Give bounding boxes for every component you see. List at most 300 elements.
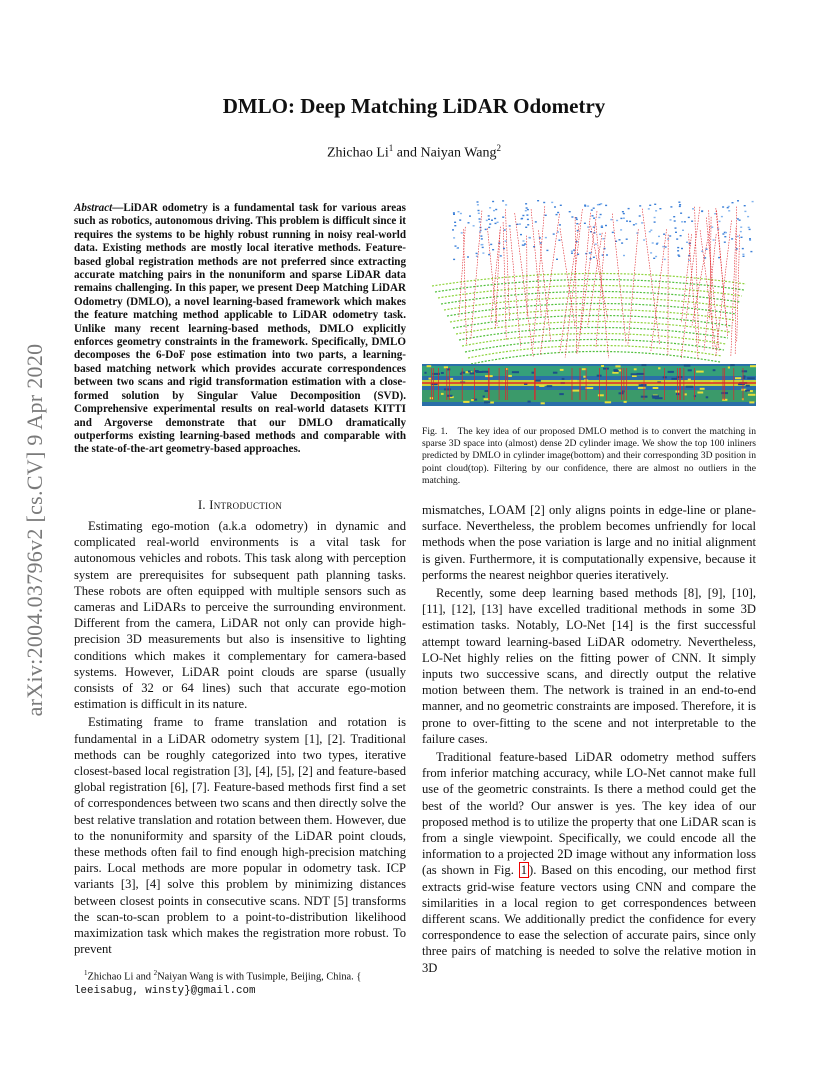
cloud-point-blue xyxy=(504,229,506,230)
cloud-point-blue xyxy=(649,205,651,206)
cylinder-pixel xyxy=(745,390,750,392)
cloud-point-blue xyxy=(557,231,559,232)
cylinder-pixel xyxy=(547,385,553,387)
cloud-point-blue xyxy=(722,206,724,207)
author-conjunction: and xyxy=(393,145,421,161)
cloud-point-blue xyxy=(602,238,604,239)
cloud-point-blue xyxy=(639,205,641,206)
cloud-point-blue xyxy=(524,243,526,244)
cylinder-pixel xyxy=(427,365,432,367)
cylinder-pixel xyxy=(748,394,756,396)
cloud-point-blue xyxy=(560,205,562,206)
cylinder-pixel xyxy=(447,368,450,370)
cylinder-pixel xyxy=(450,378,453,380)
cloud-point-blue xyxy=(600,214,602,215)
cloud-point-blue xyxy=(718,257,720,258)
cloud-point-blue xyxy=(706,249,708,250)
cloud-point-blue xyxy=(537,200,539,201)
cloud-point-blue xyxy=(557,212,559,213)
cloud-point-blue xyxy=(480,235,482,236)
cloud-point-blue xyxy=(527,224,529,225)
cylinder-pixel xyxy=(622,390,625,392)
cloud-point-blue xyxy=(482,252,484,253)
cloud-point-blue xyxy=(577,254,579,255)
cloud-point-blue xyxy=(467,256,469,257)
right-paragraph-3 xyxy=(422,749,756,976)
body-right-column xyxy=(422,502,756,976)
cloud-point-blue xyxy=(747,216,749,217)
cloud-point-blue xyxy=(492,201,494,202)
cloud-point-blue xyxy=(713,239,715,240)
cloud-point-blue xyxy=(610,219,612,220)
cloud-point-blue xyxy=(473,225,475,226)
cloud-point-blue xyxy=(529,237,531,238)
cloud-point-blue xyxy=(652,242,654,243)
cloud-point-blue xyxy=(635,223,637,224)
cloud-point-blue xyxy=(692,208,694,209)
cloud-point-blue xyxy=(743,256,745,257)
cloud-point-blue xyxy=(737,218,739,219)
cylinder-pixel xyxy=(735,377,741,379)
cloud-point-blue xyxy=(593,208,595,209)
cloud-point-blue xyxy=(749,229,751,230)
cloud-point-blue xyxy=(489,207,491,208)
cloud-point-blue xyxy=(681,221,683,222)
cylinder-pixel xyxy=(532,372,535,374)
cloud-point-blue xyxy=(654,204,656,205)
cloud-point-blue xyxy=(748,227,750,228)
cylinder-pixel xyxy=(562,378,565,380)
section-heading-introduction xyxy=(74,498,406,513)
cloud-point-blue xyxy=(576,219,578,220)
cloud-point-blue xyxy=(623,218,625,219)
author-2-affiliation: 2 xyxy=(496,143,501,153)
cloud-point-blue xyxy=(543,202,545,203)
cloud-point-blue xyxy=(469,215,471,216)
affiliation-footnote xyxy=(74,966,406,998)
cloud-point-blue xyxy=(495,223,497,224)
cylinder-pixel xyxy=(746,385,750,387)
cloud-point-blue xyxy=(741,237,743,238)
right-paragraph-3-a: Traditional feature-based LiDAR odometry method suffers from inferior matching accuracy, while LO-Net cannot make full use of the geometric constraints. Is there a method could get the best of the world? Our answer is yes. The key idea of our proposed method is to utilize the property that one LiDAR scan is from a single viewpoint. Specifically, we could encode all the information to a projected 2D image without any information loss (as shown in Fig. xyxy=(422,750,756,878)
cloud-point-blue xyxy=(576,223,578,224)
lidar-matching-visualization xyxy=(422,196,756,422)
cloud-point-blue xyxy=(739,220,741,221)
cylinder-pixel xyxy=(730,364,735,366)
cloud-point-blue xyxy=(558,240,560,241)
cylinder-pixel xyxy=(541,402,545,404)
cylinder-pixel xyxy=(685,393,687,395)
cloud-point-blue xyxy=(601,225,603,226)
cloud-point-blue xyxy=(481,244,483,245)
cloud-point-blue xyxy=(477,201,479,202)
cloud-point-blue xyxy=(663,234,665,235)
caption-text: The key idea of our proposed DMLO method is to convert the matching in sparse 3D space into (almost) dense 2D cylinder image. We show the top 100 inliners predicted by DMLO in cylinder image(bottom) and their corresponding 3D position in point cloud(top). Filtering by our confidence, there are almost no outliers in the matching. xyxy=(422,426,756,486)
cloud-point-blue xyxy=(571,251,573,252)
cloud-point-blue xyxy=(546,250,548,251)
footnote-text-1: Zhichao Li and xyxy=(87,971,154,983)
caption-label: Fig. 1. xyxy=(422,426,448,437)
cloud-point-blue xyxy=(629,221,631,222)
cloud-point-blue xyxy=(453,259,455,260)
footnote-mark-2: 2 xyxy=(153,969,158,977)
figure-1 xyxy=(422,196,756,422)
cylinder-pixel xyxy=(612,372,618,374)
cloud-point-blue xyxy=(605,205,607,206)
cloud-point-blue xyxy=(488,219,490,220)
cloud-point-blue xyxy=(525,203,527,204)
cloud-point-blue xyxy=(453,214,455,215)
cloud-point-blue xyxy=(691,221,693,222)
cylinder-pixel xyxy=(585,387,593,389)
cylinder-pixel xyxy=(539,385,544,387)
cloud-point-blue xyxy=(678,202,680,203)
right-paragraph-1: mismatches, LOAM [2] only aligns points in edge-line or plane-surface. Nevertheless, the problem becomes unfriendly for local methods when the pose variation is large and no initial alignment is given. Furthermore, it is computationally expensive, because it performs the nearest neighbor queries iteratively. xyxy=(422,503,756,582)
cylinder-pixel xyxy=(615,365,620,367)
cloud-point-blue xyxy=(684,221,686,222)
cloud-point-blue xyxy=(742,248,744,249)
cloud-point-blue xyxy=(653,258,655,259)
cloud-point-blue xyxy=(682,230,684,231)
cloud-point-blue xyxy=(571,253,573,254)
cloud-point-blue xyxy=(623,213,625,214)
cloud-point-blue xyxy=(545,237,547,238)
cylinder-pixel xyxy=(535,380,540,382)
cloud-point-blue xyxy=(680,235,682,236)
cloud-point-blue xyxy=(620,218,622,219)
cloud-point-blue xyxy=(540,242,542,243)
cloud-point-blue xyxy=(492,249,494,250)
cylinder-pixel xyxy=(671,378,677,380)
cloud-point-blue xyxy=(628,208,630,209)
cloud-point-blue xyxy=(724,242,726,243)
cylinder-pixel xyxy=(484,398,489,400)
cloud-point-blue xyxy=(526,207,528,208)
abstract-text: LiDAR odometry is a fundamental task for various areas such as robotics, autonomous driving. This problem is difficult since it requires the systems to be highly robust running in noisy real-world data. Existing methods are mostly local iterative methods. Feature-based global registration methods are not preferred since extracting accurate matching pairs in the nonuniform and sparse LiDAR data remains challenging. In this paper, we present Deep Matching LiDAR Odometry (DMLO), a novel learning-based framework which makes the feature matching method applicable to LiDAR odometry task. Unlike many recent learning-based methods, DMLO explicitly enforces geometry constraints in the framework. Specifically, DMLO decomposes the 6-DoF pose estimation into two parts, a learning-based matching network which provides accurate correspondences between two scans and rigid transformation estimation with a close-formed solution by Singular Value Decomposition (SVD). Comprehensive experimental results on real-world datasets KITTI and Argoverse demonstrate that our DMLO dramatically outperforms existing learning-based methods and comparable with the state-of-the-art geometry-based approaches. xyxy=(74,202,406,456)
cloud-point-blue xyxy=(476,253,478,254)
cylinder-pixel xyxy=(747,377,755,379)
cylinder-pixel xyxy=(638,387,646,389)
arxiv-identifier xyxy=(14,290,56,770)
cylinder-pixel xyxy=(559,393,564,395)
cylinder-pixel xyxy=(476,371,483,373)
cloud-point-blue xyxy=(737,200,739,201)
cloud-point-blue xyxy=(459,219,461,220)
cloud-point-blue xyxy=(522,244,524,245)
cloud-point-blue xyxy=(654,217,656,218)
cloud-point-blue xyxy=(737,236,739,237)
cylinder-pixel xyxy=(642,364,647,366)
cloud-point-blue xyxy=(458,211,460,212)
cloud-point-blue xyxy=(509,225,511,226)
cylinder-pixel xyxy=(441,393,444,395)
cylinder-pixel xyxy=(631,373,638,375)
cloud-point-blue xyxy=(569,211,571,212)
cloud-point-blue xyxy=(622,211,624,212)
cylinder-pixel xyxy=(742,370,747,372)
cloud-point-blue xyxy=(669,235,671,236)
author-line xyxy=(120,143,708,162)
cylinder-pixel xyxy=(750,365,756,367)
cylinder-pixel xyxy=(553,372,558,374)
arxiv-identifier-text: arXiv:2004.03796v2 [cs.CV] 9 Apr 2020 xyxy=(22,343,47,717)
cloud-point-blue xyxy=(479,218,481,219)
cloud-point-blue xyxy=(494,218,496,219)
cylinder-pixel xyxy=(713,369,716,371)
cloud-point-blue xyxy=(517,224,519,225)
cloud-point-blue xyxy=(679,204,681,205)
cloud-point-blue xyxy=(522,215,524,216)
cloud-point-blue xyxy=(648,208,650,209)
cloud-point-blue xyxy=(491,220,493,221)
cloud-point-blue xyxy=(728,210,730,211)
cloud-point-blue xyxy=(659,208,661,209)
cloud-point-blue xyxy=(553,233,555,234)
figure-1-caption xyxy=(422,426,756,487)
cylinder-pixel xyxy=(484,401,490,403)
cloud-point-blue xyxy=(749,238,751,239)
cylinder-pixel xyxy=(471,399,474,401)
cylinder-pixel xyxy=(658,367,660,369)
cloud-point-blue xyxy=(545,215,547,216)
cloud-point-blue xyxy=(527,209,529,210)
cloud-point-blue xyxy=(662,246,664,247)
cylinder-pixel xyxy=(482,371,489,373)
cylinder-pixel xyxy=(697,392,703,394)
cylinder-pixel xyxy=(573,390,580,392)
cylinder-pixel xyxy=(676,393,680,395)
cloud-point-blue xyxy=(455,245,457,246)
cylinder-pixel xyxy=(605,401,611,403)
cylinder-pixel xyxy=(598,394,604,396)
cloud-point-blue xyxy=(654,221,656,222)
cloud-point-blue xyxy=(457,248,459,249)
figure-1-reference-link[interactable]: 1 xyxy=(520,863,527,878)
cylinder-pixel xyxy=(468,371,471,373)
cylinder-pixel xyxy=(652,395,659,397)
cylinder-pixel xyxy=(613,369,617,371)
cloud-point-blue xyxy=(476,256,478,257)
cloud-point-blue xyxy=(593,218,595,219)
right-paragraph-3-b: ). Based on this encoding, our method first extracts grid-wise feature vectors using CNN and compare the similarities in a local region to get correspondences between different scans. We additionally predict the confidence for every correspondence to ease the selection of accurate pairs, since only three pairs of matching is needed to solve the relative motion in 3D xyxy=(422,863,756,975)
cloud-point-blue xyxy=(598,217,600,218)
cloud-point-blue xyxy=(744,211,746,212)
cloud-point-blue xyxy=(520,234,522,235)
cloud-point-blue xyxy=(731,238,733,239)
cylinder-band-upper xyxy=(422,366,756,376)
cylinder-pixel xyxy=(688,379,691,381)
cloud-point-blue xyxy=(527,219,529,220)
section-numeral: I. xyxy=(197,498,210,512)
cylinder-pixel xyxy=(429,378,432,380)
cloud-point-blue xyxy=(619,239,621,240)
cloud-point-blue xyxy=(485,229,487,230)
cloud-point-blue xyxy=(752,201,754,202)
cloud-point-blue xyxy=(500,255,502,256)
cloud-point-blue xyxy=(601,227,603,228)
cloud-point-blue xyxy=(576,241,578,242)
cloud-point-blue xyxy=(633,224,635,225)
footnote-mark-1: 1 xyxy=(84,969,88,977)
cloud-point-blue xyxy=(656,243,658,244)
cloud-point-blue xyxy=(606,254,608,255)
cylinder-pixel xyxy=(424,372,426,374)
cylinder-pixel xyxy=(700,388,705,390)
cloud-point-blue xyxy=(655,210,657,211)
cloud-point-blue xyxy=(727,207,729,208)
cylinder-pixel xyxy=(706,396,709,398)
cylinder-pixel xyxy=(696,371,704,373)
cloud-point-blue xyxy=(719,221,721,222)
cylinder-pixel xyxy=(570,380,577,382)
cylinder-pixel xyxy=(528,401,531,403)
cloud-point-blue xyxy=(468,222,470,223)
cloud-point-blue xyxy=(523,240,525,241)
cloud-point-blue xyxy=(461,232,463,233)
cylinder-pixel xyxy=(668,371,674,373)
cloud-point-blue xyxy=(505,204,507,205)
cloud-point-blue xyxy=(626,239,628,240)
cloud-point-blue xyxy=(556,259,558,260)
cloud-point-blue xyxy=(649,231,651,232)
cloud-point-blue xyxy=(650,230,652,231)
cloud-point-blue xyxy=(612,232,614,233)
cloud-point-blue xyxy=(658,236,660,237)
cloud-point-blue xyxy=(559,224,561,225)
cloud-point-blue xyxy=(724,236,726,237)
cylinder-pixel xyxy=(749,401,754,403)
cloud-point-blue xyxy=(711,227,713,228)
footnote-emails: leeisabug, winsty}@gmail.com xyxy=(74,985,256,998)
cloud-point-blue xyxy=(590,258,592,259)
cloud-point-blue xyxy=(497,222,499,223)
cloud-point-blue xyxy=(701,211,703,212)
cloud-point-blue xyxy=(665,246,667,247)
cloud-point-blue xyxy=(495,209,497,210)
cloud-point-blue xyxy=(452,229,454,230)
abstract xyxy=(74,202,406,457)
abstract-dash: — xyxy=(112,202,124,214)
cloud-point-blue xyxy=(481,238,483,239)
author-1: Zhichao Li xyxy=(326,145,389,161)
paper-title: DMLO: Deep Matching LiDAR Odometry xyxy=(222,94,606,118)
cylinder-pixel xyxy=(444,366,448,368)
cloud-point-blue xyxy=(575,217,577,218)
cylinder-pixel xyxy=(470,372,475,374)
cloud-point-blue xyxy=(732,202,734,203)
cloud-point-blue xyxy=(728,206,730,207)
cloud-point-blue xyxy=(460,213,462,214)
cloud-point-blue xyxy=(505,240,507,241)
cloud-point-blue xyxy=(722,233,724,234)
cloud-point-blue xyxy=(502,217,504,218)
cloud-point-blue xyxy=(677,250,679,251)
cloud-point-blue xyxy=(681,248,683,249)
cloud-point-blue xyxy=(478,210,480,211)
cloud-point-blue xyxy=(744,205,746,206)
cloud-point-blue xyxy=(740,231,742,232)
cylinder-pixel xyxy=(601,365,604,367)
cloud-point-blue xyxy=(554,206,556,207)
cylinder-pixel xyxy=(728,367,730,369)
cloud-point-blue xyxy=(587,205,589,206)
right-paragraph-2: Recently, some deep learning based methods [8], [9], [10], [11], [12], [13] have excelled traditional methods in some 3D estimation tasks. Notably, LO-Net [14] is the first successful attempt toward learning-based LiDAR odometry. Nevertheless, LO-Net highly relies on the fitting power of CNN. It simply inputs two successive scans, and directly output the relative motion between them. The network is trained in an end-to-end manner, and no geometric constraints are imposed. Therefore, it is prone to over-fitting to the scene and not interpretable to the failure cases. xyxy=(422,586,756,746)
cloud-point-blue xyxy=(674,220,676,221)
cloud-point-blue xyxy=(525,227,527,228)
author-2: Naiyan Wang xyxy=(420,145,497,161)
cylinder-pixel xyxy=(684,365,691,367)
cloud-point-blue xyxy=(597,204,599,205)
cloud-point-blue xyxy=(670,219,672,220)
cloud-point-blue xyxy=(740,227,742,228)
cloud-point-blue xyxy=(616,220,618,221)
cloud-point-blue xyxy=(623,255,625,256)
cloud-point-blue xyxy=(595,244,597,245)
cloud-point-blue xyxy=(584,223,586,224)
cylinder-pixel xyxy=(688,369,692,371)
cloud-point-blue xyxy=(526,214,528,215)
cloud-point-blue xyxy=(535,221,537,222)
cylinder-pixel xyxy=(686,386,693,388)
intro-paragraph-2: Estimating frame to frame translation and rotation is fundamental in a LiDAR odometry system [1], [2]. Traditional methods can be roughly categorized into two types, iterative closest-based local registration [3], [4], [5], [2] and feature-based global registration [6], [7]. Feature-based methods first find a set of correspondences between two scans and then directly solve the best relative translation and rotation between them. However, due to the nonuniformity and sparsity of the LiDAR point clouds, these methods often fail to find enough high-precision matching pairs. Local methods are more popular in odometry task. ICP variants [3], [4] solve this problem by minimizing distances between closest points in consecutive scans. NDT [5] transforms the scan-to-scan problem to a point-to-distribution likelihood maximization task which makes the registration more robust. To prevent xyxy=(74,715,406,957)
cloud-point-blue xyxy=(489,223,491,224)
cloud-point-blue xyxy=(519,223,521,224)
author-1-affiliation: 1 xyxy=(388,143,394,153)
cloud-point-blue xyxy=(742,254,744,255)
cloud-point-blue xyxy=(686,242,688,243)
cloud-point-blue xyxy=(641,222,643,223)
cylinder-pixel xyxy=(444,388,451,390)
cloud-point-blue xyxy=(571,216,573,217)
cloud-point-blue xyxy=(664,259,666,260)
cloud-point-blue xyxy=(525,210,527,211)
cylinder-pixel xyxy=(583,376,585,378)
cloud-point-blue xyxy=(490,244,492,245)
body-left-column xyxy=(74,518,406,957)
cloud-point-blue xyxy=(478,213,480,214)
cloud-point-blue xyxy=(482,247,484,248)
cloud-point-blue xyxy=(592,215,594,216)
cylinder-pixel xyxy=(560,369,564,371)
cloud-point-blue xyxy=(678,254,680,255)
cylinder-pixel xyxy=(463,401,469,403)
cloud-point-blue xyxy=(584,205,586,206)
cloud-point-blue xyxy=(477,204,479,205)
cloud-point-blue xyxy=(521,218,523,219)
section-title: Introduction xyxy=(209,498,283,512)
cylinder-pixel xyxy=(485,390,489,392)
cloud-point-blue xyxy=(714,213,716,214)
cylinder-pixel xyxy=(711,380,714,382)
cloud-point-blue xyxy=(688,217,690,218)
intro-paragraph-1: Estimating ego-motion (a.k.a odometry) in dynamic and complicated real-world environments is a vital task for autonomous vehicles and robots. This task along with perception system are prerequisites for subsequent path planning tasks. These robots are often equipped with multiple sensors such as cameras and LiDARs to perceive the surrounding environment. Different from the camera, LiDAR not only can provide high-precision 3D measurements but also is insensitive to lighting conditions which makes it complementary for camera-based systems. However, LiDAR point clouds are sparse (usually consists of 32 or 64 lines) such that accurate ego-motion estimation is difficult in its nature. xyxy=(74,519,406,712)
cylinder-pixel xyxy=(624,401,627,403)
cloud-point-blue xyxy=(593,257,595,258)
cloud-point-blue xyxy=(599,234,601,235)
cloud-point-blue xyxy=(502,200,504,201)
cylinder-pixel xyxy=(483,396,485,398)
cloud-point-blue xyxy=(493,210,495,211)
cloud-point-blue xyxy=(488,215,490,216)
cylinder-pixel xyxy=(655,397,663,399)
footnote-text-2: Naiyan Wang is with Tusimple, Beijing, China. { xyxy=(157,971,362,983)
cloud-point-blue xyxy=(453,212,455,213)
cloud-point-blue xyxy=(556,214,558,215)
cloud-point-blue xyxy=(650,252,652,253)
cloud-point-blue xyxy=(486,220,488,221)
cloud-point-blue xyxy=(673,216,675,217)
cloud-point-blue xyxy=(750,251,752,252)
